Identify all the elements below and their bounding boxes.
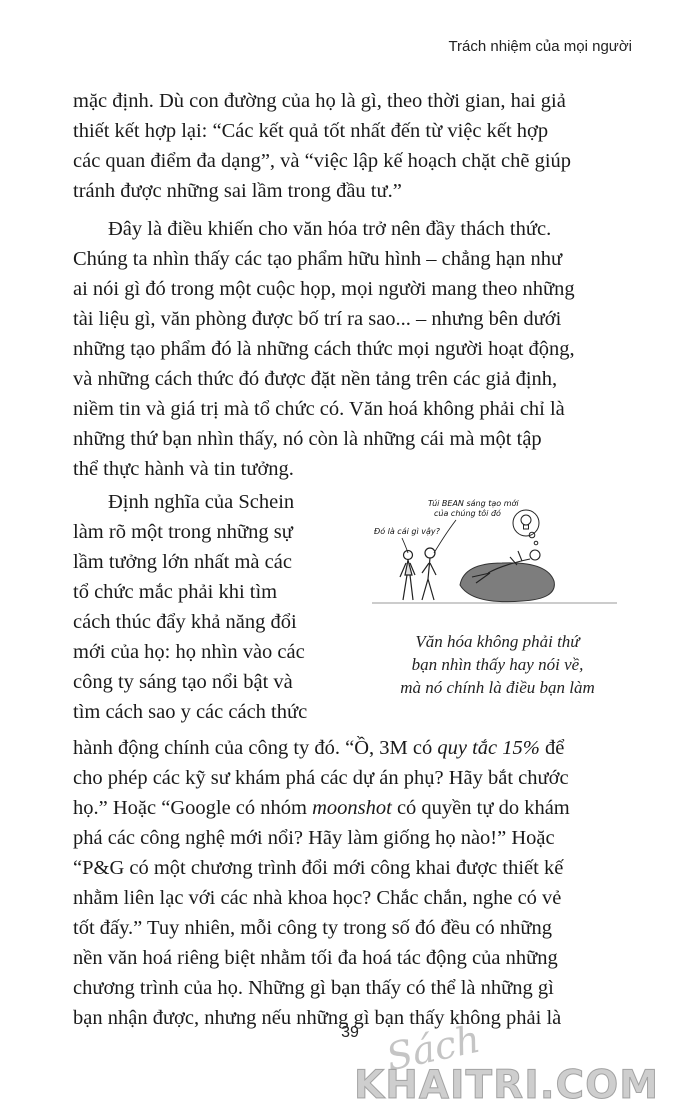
text-line: họ.” Hoặc “Google có nhóm moonshot có quyền tự do khám	[73, 797, 570, 819]
text-line: niềm tin và giá trị mà tổ chức có. Văn hoá không phải chỉ là	[73, 398, 565, 420]
italic-term: quy tắc 15%	[437, 737, 540, 759]
person-1-figure	[400, 551, 415, 601]
paragraph-3-wrapped	[73, 487, 338, 727]
thought-bubble-large	[513, 510, 539, 536]
text-line: lầm tưởng lớn nhất mà các	[73, 551, 292, 573]
text-line: thiết kết hợp lại: “Các kết quả tốt nhất đến từ việc kết hợp	[73, 120, 549, 142]
text-line: và những cách thức đó được đặt nền tảng trên các giả định,	[73, 368, 558, 390]
cartoon-drawing	[372, 493, 624, 623]
text-line: “P&G có một chương trình đổi mới công khai được thiết kế	[73, 857, 564, 879]
text-line: phá các công nghệ mới nổi? Hãy làm giống họ nào!” Hoặc	[73, 827, 555, 849]
caption-line: Văn hóa không phải thứ	[415, 632, 580, 651]
text-line: các quan điểm đa dạng”, và “việc lập kế hoạch chặt chẽ giúp	[73, 150, 572, 172]
text-line: cho phép các kỹ sư khám phá các dự án phụ? Hãy bắt chước	[73, 767, 569, 789]
paragraph-2	[73, 214, 625, 484]
running-header: Trách nhiệm của mọi người	[448, 38, 632, 55]
cartoon-illustration	[372, 493, 624, 623]
text-line: thể thực hành và tin tưởng.	[73, 458, 294, 480]
text-line: hành động chính của công ty đó. “Ồ, 3M có quy tắc 15% để	[73, 737, 565, 759]
text-line: nhằm liên lạc với các nhà khoa học? Chắc chắn, nghe có vẻ	[73, 887, 562, 909]
text-line: tránh được những sai lầm trong đầu tư.”	[73, 180, 402, 202]
text-line: tổ chức mắc phải khi tìm	[73, 581, 278, 603]
thought-bubble-small	[534, 541, 538, 545]
watermark-logo	[354, 1016, 684, 1108]
speech-left-text: Đó là cái gì vậy?	[374, 527, 440, 536]
watermark-main-text: KHAITRI.COM	[354, 1063, 660, 1108]
speech-right-text-1: Túi BEAN sáng tạo mới	[428, 499, 519, 508]
paragraph-3-continued	[73, 733, 625, 1033]
bean-bag-shape	[460, 563, 554, 602]
text-line: chương trình của họ. Những gì bạn thấy có thể là những gì	[73, 977, 554, 999]
text-line: mặc định. Dù con đường của họ là gì, theo thời gian, hai giả	[73, 90, 566, 112]
text-line: tìm cách sao y các cách thức	[73, 701, 308, 723]
text-line: công ty sáng tạo nổi bật và	[73, 671, 293, 693]
text-line: những tạo phẩm đó là những cách thức mọi người hoạt động,	[73, 338, 575, 360]
page-number: 39	[341, 1024, 359, 1041]
person-2-figure	[422, 548, 436, 600]
caption-line: mà nó chính là điều bạn làm	[400, 678, 595, 697]
text-line: tài liệu gì, văn phòng được bố trí ra sao... – nhưng bên dưới	[73, 308, 562, 330]
text-line: Chúng ta nhìn thấy các tạo phẩm hữu hình – chẳng hạn như	[73, 248, 563, 270]
text-line: tốt đấy.” Tuy nhiên, mỗi công ty trong số đó đều có những	[73, 917, 552, 939]
text-line: ai nói gì đó trong một cuộc họp, mọi người mang theo những	[73, 278, 575, 300]
text-line: làm rõ một trong những sự	[73, 521, 293, 543]
text-line: mới của họ: họ nhìn vào các	[73, 641, 305, 663]
watermark-script-text: Sách	[382, 1016, 484, 1080]
speech-right-text-2: của chúng tôi đó	[434, 509, 501, 518]
text-line: nền văn hoá riêng biệt nhằm tối đa hoá tác động của những	[73, 947, 558, 969]
text-line: Định nghĩa của Schein	[108, 491, 295, 513]
italic-term: moonshot	[312, 797, 392, 819]
caption-line: bạn nhìn thấy hay nói về,	[411, 655, 584, 674]
paragraph-1	[73, 86, 625, 206]
speech-tail-right	[434, 520, 456, 553]
text-line: bạn nhận được, nhưng nếu những gì bạn thấy không phải là	[73, 1007, 562, 1029]
text-line: Đây là điều khiến cho văn hóa trở nên đầy thách thức.	[108, 218, 552, 240]
text-line: cách thúc đẩy khả năng đổi	[73, 611, 297, 633]
figure-caption	[355, 630, 640, 699]
lightbulb-icon	[521, 515, 531, 529]
text-line: những thứ bạn nhìn thấy, nó còn là những cái mà một tập	[73, 428, 542, 450]
